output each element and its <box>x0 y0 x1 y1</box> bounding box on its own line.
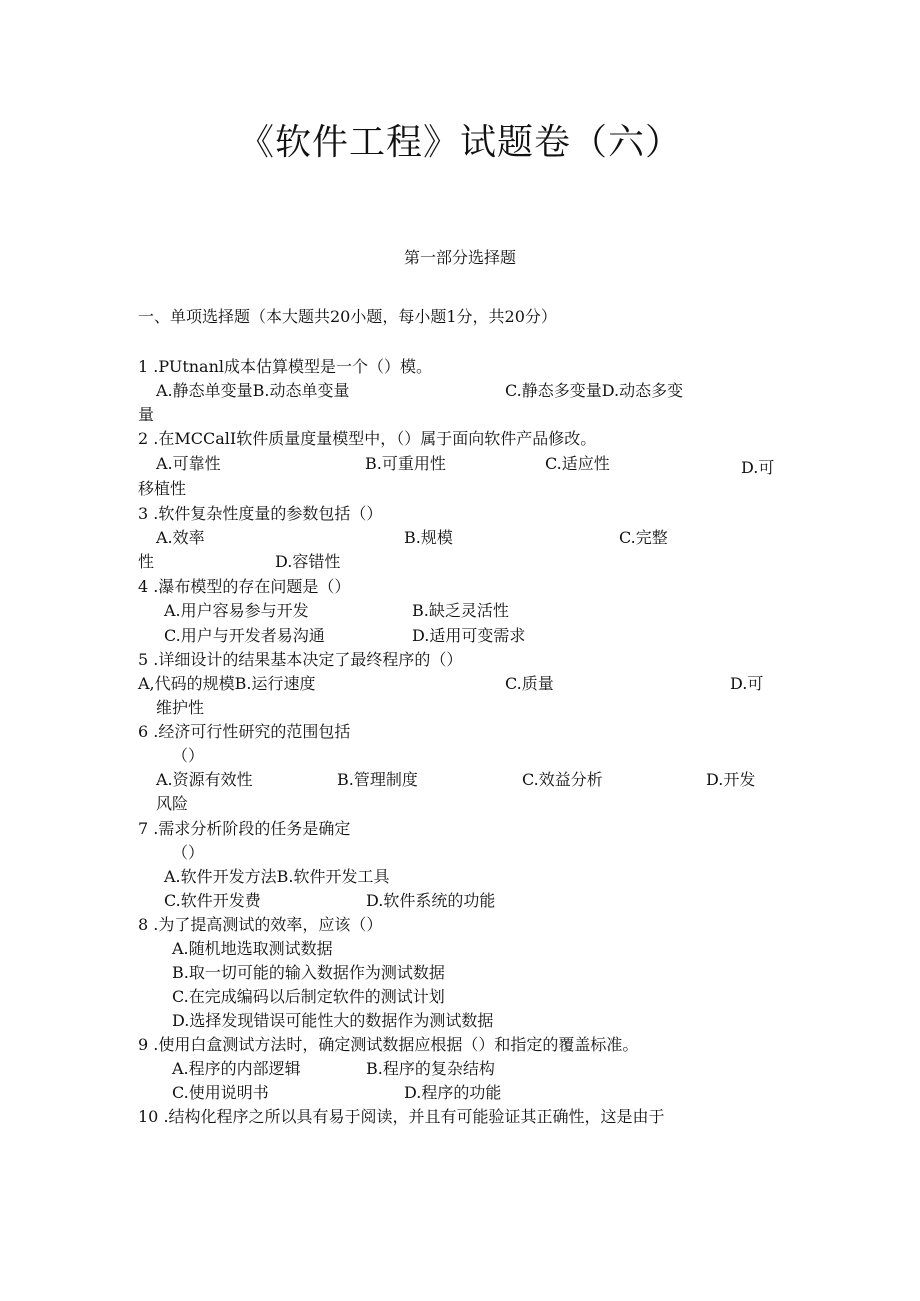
q9-option-a: A.程序的内部逻辑 <box>172 1059 301 1078</box>
q4-option-d: D.适用可变需求 <box>412 626 526 645</box>
q9-option-c: C.使用说明书 <box>172 1083 269 1102</box>
q1-option-wrap: 量 <box>138 405 155 424</box>
q2-option-b: B.可重用性 <box>365 454 446 473</box>
q8-option-b: B.取一切可能的输入数据作为测试数据 <box>172 963 445 982</box>
question-1: 1 .PUtnanl成本估算模型是一个（）模。 <box>138 357 433 376</box>
question-3: 3 .软件复杂性度量的参数包括（） <box>138 504 383 523</box>
q5-option-c: C.质量 <box>505 674 554 693</box>
q5-option-wrap: 维护性 <box>156 698 205 717</box>
section-heading: 一、单项选择题（本大题共20小题，每小题1分，共20分） <box>138 307 557 326</box>
part-heading: 第一部分选择题 <box>403 248 516 267</box>
q3-option-c: C.完整 <box>619 528 668 547</box>
q6-blank: （） <box>172 746 205 765</box>
q6-option-b: B.管理制度 <box>337 770 418 789</box>
q2-option-wrap: 移植性 <box>138 479 187 498</box>
q4-option-c: C.用户与开发者易沟通 <box>164 626 325 645</box>
q8-option-c: C.在完成编码以后制定软件的测试计划 <box>172 987 445 1006</box>
question-9: 9 .使用白盒测试方法时，确定测试数据应根据（）和指定的覆盖标准。 <box>138 1035 639 1054</box>
q7-option-c: C.软件开发费 <box>164 891 261 910</box>
question-10: 10 .结构化程序之所以具有易于阅读，并且有可能验证其正确性，这是由于 <box>138 1107 665 1126</box>
q4-option-b: B.缺乏灵活性 <box>412 601 509 620</box>
q2-option-c: C.适应性 <box>545 454 610 473</box>
question-4: 4 .瀑布模型的存在问题是（） <box>138 577 351 596</box>
question-8: 8 .为了提高测试的效率，应该（） <box>138 915 383 934</box>
q3-option-a: A.效率 <box>156 528 205 547</box>
q7-options-ab: A.软件开发方法B.软件开发工具 <box>164 867 390 886</box>
q7-option-d: D.软件系统的功能 <box>366 891 496 910</box>
q5-option-d: D.可 <box>730 674 764 693</box>
question-6: 6 .经济可行性研究的范围包括 <box>138 722 351 741</box>
q7-blank: （） <box>172 843 205 862</box>
question-2: 2 .在MCCalI软件质量度量模型中，（）属于面向软件产品修改。 <box>138 429 597 448</box>
q3-option-wrap: 性 <box>138 552 155 571</box>
q5-options-ab: A,代码的规模B.运行速度 <box>138 674 316 693</box>
q6-option-a: A.资源有效性 <box>156 770 253 789</box>
q2-option-d: D.可 <box>741 458 775 477</box>
q3-option-d: D.容错性 <box>275 552 341 571</box>
q4-option-a: A.用户容易参与开发 <box>164 601 309 620</box>
q6-option-wrap: 风险 <box>156 794 189 813</box>
q3-option-b: B.规模 <box>404 528 453 547</box>
document-title: 《软件工程》试题卷（六） <box>237 122 682 163</box>
question-5: 5 .详细设计的结果基本决定了最终程序的（） <box>138 650 463 669</box>
q9-option-d: D.程序的功能 <box>404 1083 502 1102</box>
q6-option-c: C.效益分析 <box>522 770 603 789</box>
q9-option-b: B.程序的复杂结构 <box>366 1059 495 1078</box>
q8-option-a: A.随机地选取测试数据 <box>172 939 333 958</box>
q2-option-a: A.可靠性 <box>156 454 221 473</box>
q8-option-d: D.选择发现错误可能性大的数据作为测试数据 <box>172 1011 494 1030</box>
q1-options-cd: C.静态多变量D.动态多变 <box>505 381 684 400</box>
question-7: 7 .需求分析阶段的任务是确定 <box>138 819 351 838</box>
q6-option-d: D.开发 <box>706 770 756 789</box>
q1-options-ab: A.静态单变量B.动态单变量 <box>156 381 350 400</box>
